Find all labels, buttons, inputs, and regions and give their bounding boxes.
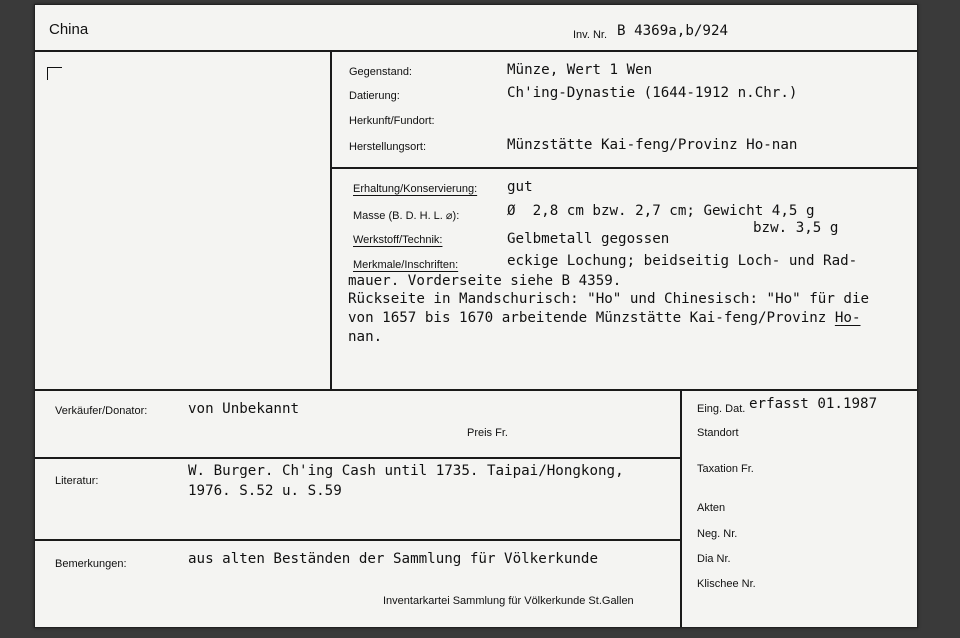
merkmale-line-4b: Ho-	[834, 310, 861, 326]
werkstoff-value: Gelbmetall gegossen	[507, 231, 670, 247]
verkaeufer-label: Verkäufer/Donator:	[55, 405, 148, 417]
merkmale-line-5: nan.	[348, 329, 383, 345]
merkmale-line-2: mauer. Vorderseite siehe B 4359.	[348, 273, 622, 289]
verkaeufer-value: von Unbekannt	[188, 401, 300, 417]
preis-label: Preis Fr.	[467, 427, 508, 439]
bemerkungen-label: Bemerkungen:	[55, 558, 127, 570]
herstellungsort-label: Herstellungsort:	[349, 141, 427, 153]
masse-label: Masse (B. D. H. L. ⌀):	[353, 210, 460, 222]
footer-text: Inventarkartei Sammlung für Völkerkunde St.Gallen	[383, 595, 634, 607]
merkmale-line-1: eckige Lochung; beidseitig Loch- und Rad-	[507, 253, 858, 269]
literatur-line-1: W. Burger. Ch'ing Cash until 1735. Taipai/Hongkong,	[188, 463, 624, 479]
taxation-label: Taxation Fr.	[697, 463, 754, 475]
datierung-label: Datierung:	[349, 90, 400, 102]
werkstoff-label: Werkstoff/Technik:	[353, 234, 443, 246]
standort-label: Standort	[697, 427, 739, 439]
akten-label: Akten	[697, 502, 726, 514]
neg-label: Neg. Nr.	[697, 528, 738, 540]
region-label: China	[49, 21, 89, 38]
right-column-divider	[680, 389, 682, 627]
inv-label: Inv. Nr.	[573, 29, 608, 41]
merkmale-line-4a: von 1657 bis 1670 arbeitende Münzstätte Kai-feng/Provinz	[348, 310, 835, 326]
datierung-value: Ch'ing-Dynastie (1644-1912 n.Chr.)	[507, 85, 798, 101]
fields-divider	[330, 167, 917, 169]
masse-value-1: Ø 2,8 cm bzw. 2,7 cm; Gewicht 4,5 g	[507, 203, 815, 219]
merkmale-line-4	[348, 308, 861, 328]
merkmale-line-3: Rückseite in Mandschurisch: "Ho" und Chinesisch: "Ho" für die	[348, 291, 870, 307]
dia-label: Dia Nr.	[697, 553, 731, 565]
herkunft-label: Herkunft/Fundort:	[349, 115, 435, 127]
inv-value: B 4369a,b/924	[617, 23, 729, 39]
bemerkungen-value: aus alten Beständen der Sammlung für Völkerkunde	[188, 551, 598, 567]
eing-value: erfasst 01.1987	[749, 396, 878, 412]
main-divider	[35, 389, 917, 391]
literatur-label: Literatur:	[55, 475, 99, 487]
header-divider	[35, 50, 917, 52]
corner-mark	[47, 67, 62, 80]
klischee-label: Klischee Nr.	[697, 578, 756, 590]
verkaeufer-divider	[35, 457, 680, 459]
literatur-line-2: 1976. S.52 u. S.59	[188, 483, 342, 499]
left-panel-divider	[330, 50, 332, 390]
herstellungsort-value: Münzstätte Kai-feng/Provinz Ho-nan	[507, 137, 798, 153]
gegenstand-value: Münze, Wert 1 Wen	[507, 62, 653, 78]
erhaltung-value: gut	[507, 179, 533, 195]
literatur-divider	[35, 539, 680, 541]
eing-label: Eing. Dat.	[697, 403, 746, 415]
inventory-card	[34, 4, 918, 628]
merkmale-label: Merkmale/Inschriften:	[353, 259, 459, 271]
gegenstand-label: Gegenstand:	[349, 66, 412, 78]
erhaltung-label: Erhaltung/Konservierung:	[353, 183, 478, 195]
masse-value-2: bzw. 3,5 g	[753, 220, 839, 236]
